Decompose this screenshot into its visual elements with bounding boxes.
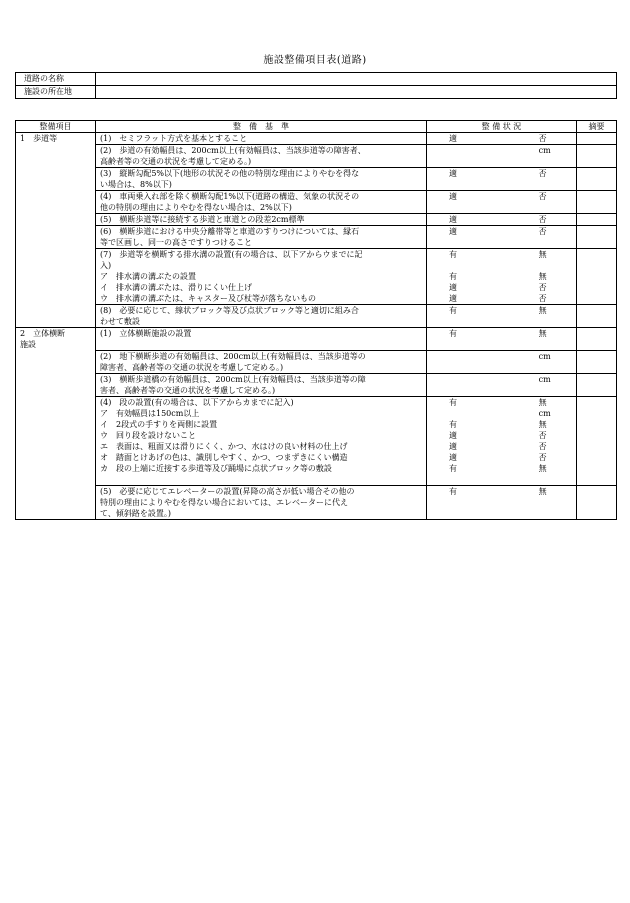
status-option-a[interactable] bbox=[449, 202, 539, 213]
criteria-line: イ 排水溝の溝ぶたは、滑りにくい仕上げ bbox=[100, 283, 252, 292]
criteria-line: (1) セミフラット方式を基本とすること bbox=[100, 134, 248, 143]
criteria-line: 他の特別の理由によりやむを得ない場合は、2%以下) bbox=[100, 203, 292, 212]
info-row bbox=[16, 86, 617, 99]
status-option-a[interactable] bbox=[449, 237, 539, 248]
status-option-b[interactable]: cm bbox=[538, 408, 551, 418]
criteria-line: ウ 回り段を設けないこと bbox=[100, 430, 196, 440]
status-line bbox=[427, 305, 576, 316]
criteria-line: イ 2段式の手すりを両側に設置 bbox=[100, 419, 218, 429]
criteria-line: (7) 歩道等を横断する排水溝の設置(有の場合は、以下アからウまでに記 bbox=[100, 250, 363, 259]
table-row bbox=[16, 226, 617, 249]
criteria-line: ア 排水溝の溝ぶたの設置 bbox=[100, 272, 196, 281]
status-option-b[interactable] bbox=[539, 362, 576, 373]
criteria-line: (2) 地下横断歩道の有効幅員は、200cm以上(有効幅員は、当該歩道等の bbox=[100, 351, 366, 361]
criteria-cell bbox=[96, 485, 427, 519]
criteria-line: カ 段の上端に近接する歩道等及び踊場に点状ブロック等の敷設 bbox=[100, 463, 332, 473]
table-header-row bbox=[16, 121, 617, 133]
status-line bbox=[427, 430, 576, 441]
item-cell bbox=[16, 350, 96, 373]
status-option-a[interactable]: 有 bbox=[449, 306, 457, 315]
criteria-line: (2) 歩道の有効幅員は、200cm以上(有効幅員は、当該歩道等の障害者、 bbox=[100, 146, 366, 155]
status-line bbox=[427, 441, 576, 452]
remarks-cell[interactable] bbox=[577, 396, 617, 485]
criteria-line: ア 有効幅員は150cm以上 bbox=[100, 408, 200, 418]
status-option-b[interactable]: 否 bbox=[538, 441, 547, 451]
criteria-cell bbox=[96, 133, 427, 145]
status-option-a[interactable] bbox=[449, 497, 539, 508]
criteria-cell bbox=[96, 168, 427, 191]
status-option-b[interactable]: 否 bbox=[538, 452, 547, 462]
status-line bbox=[427, 156, 576, 167]
status-option-b[interactable]: 無 bbox=[538, 272, 547, 281]
status-option-b[interactable]: 無 bbox=[538, 397, 547, 407]
header-item: 整備項目 bbox=[16, 121, 96, 133]
item-label: 2 立体横断 bbox=[20, 329, 66, 338]
status-option-b[interactable] bbox=[539, 237, 576, 248]
item-cell bbox=[16, 249, 96, 305]
info-value[interactable] bbox=[96, 86, 617, 99]
status-line bbox=[427, 351, 576, 362]
status-option-b[interactable]: 無 bbox=[538, 250, 547, 259]
remarks-cell[interactable] bbox=[577, 305, 617, 328]
status-option-a[interactable] bbox=[449, 260, 539, 271]
item-cell bbox=[16, 396, 96, 485]
status-option-b[interactable] bbox=[539, 497, 576, 508]
criteria-line: 等で区画し、同一の高さですりつけること bbox=[100, 238, 252, 247]
status-line bbox=[427, 463, 576, 474]
status-option-b[interactable]: 否 bbox=[538, 227, 547, 236]
status-option-a[interactable]: 適 bbox=[449, 169, 457, 178]
item-cell bbox=[16, 328, 96, 351]
status-line bbox=[427, 408, 576, 419]
table-row bbox=[16, 350, 617, 373]
table-row bbox=[16, 485, 617, 519]
item-cell bbox=[16, 305, 96, 328]
table-row bbox=[16, 373, 617, 396]
table-row bbox=[16, 133, 617, 145]
status-line bbox=[427, 362, 576, 373]
item-cell bbox=[16, 168, 96, 191]
status-option-a[interactable] bbox=[449, 374, 539, 385]
criteria-cell bbox=[96, 396, 427, 485]
status-option-a[interactable]: 有 bbox=[449, 329, 457, 338]
status-option-a[interactable] bbox=[449, 508, 539, 519]
table-row bbox=[16, 249, 617, 305]
status-cell[interactable] bbox=[427, 133, 577, 145]
criteria-line: 特別の理由によりやむを得ない場合においては、エレベーターに代え bbox=[100, 497, 348, 507]
status-line bbox=[427, 316, 576, 327]
status-line bbox=[427, 374, 576, 385]
status-cell[interactable] bbox=[427, 485, 577, 519]
status-line bbox=[427, 237, 576, 248]
status-line bbox=[427, 191, 576, 202]
status-option-a[interactable]: 適 bbox=[449, 192, 457, 201]
criteria-line bbox=[96, 474, 426, 485]
status-cell[interactable] bbox=[427, 328, 577, 351]
status-option-a[interactable]: 有 bbox=[449, 272, 457, 281]
status-option-a[interactable]: 有 bbox=[449, 397, 457, 407]
info-value[interactable] bbox=[96, 73, 617, 86]
item-cell bbox=[16, 485, 96, 519]
criteria-line: エ 表面は、粗面又は滑りにくく、かつ、水はけの良い材料の仕上げ bbox=[100, 441, 348, 451]
criteria-line: て、傾斜路を設置。) bbox=[100, 508, 171, 518]
remarks-cell[interactable] bbox=[577, 485, 617, 519]
status-option-b[interactable]: 無 bbox=[538, 329, 547, 338]
status-option-b[interactable]: cm bbox=[538, 351, 551, 361]
item-cell bbox=[16, 191, 96, 214]
status-line bbox=[427, 168, 576, 179]
status-option-b[interactable]: 否 bbox=[538, 430, 547, 440]
criteria-cell bbox=[96, 350, 427, 373]
status-line bbox=[427, 260, 576, 271]
status-option-a[interactable] bbox=[449, 316, 539, 327]
remarks-cell[interactable] bbox=[577, 226, 617, 249]
criteria-line: 害者、高齢者等の交通の状況を考慮して定める。) bbox=[100, 385, 276, 395]
status-cell[interactable] bbox=[427, 305, 577, 328]
status-cell[interactable] bbox=[427, 191, 577, 214]
status-option-a[interactable] bbox=[449, 156, 539, 167]
status-option-a[interactable]: 有 bbox=[449, 463, 457, 473]
status-line bbox=[427, 452, 576, 463]
status-line bbox=[427, 226, 576, 237]
header-status: 整 備 状 況 bbox=[427, 121, 577, 133]
status-option-a[interactable]: 適 bbox=[449, 134, 457, 143]
status-line bbox=[427, 486, 576, 497]
status-line bbox=[427, 214, 576, 225]
remarks-cell[interactable] bbox=[577, 328, 617, 351]
criteria-line: 障害者、高齢者等の交通の状況を考慮して定める。) bbox=[100, 362, 284, 372]
table-row bbox=[16, 145, 617, 168]
status-option-a[interactable]: 適 bbox=[449, 294, 457, 303]
status-line bbox=[427, 397, 576, 408]
status-cell[interactable] bbox=[427, 249, 577, 305]
info-label: 施設の所在地 bbox=[16, 86, 96, 99]
criteria-line: (8) 必要に応じて、線状ブロック等及び点状ブロック等と適切に組み合 bbox=[100, 306, 359, 315]
criteria-line: わせて敷設 bbox=[100, 317, 140, 326]
status-option-b[interactable]: 否 bbox=[538, 294, 547, 303]
status-option-b[interactable]: cm bbox=[538, 374, 551, 384]
remarks-cell[interactable] bbox=[577, 373, 617, 396]
status-line bbox=[427, 145, 576, 156]
status-option-b[interactable]: 無 bbox=[538, 486, 547, 496]
status-option-b[interactable] bbox=[539, 179, 576, 190]
item-cell bbox=[16, 226, 96, 249]
status-line bbox=[427, 508, 576, 519]
status-option-a[interactable]: 適 bbox=[449, 452, 457, 462]
status-option-a[interactable]: 適 bbox=[449, 283, 457, 292]
criteria-line: オ 踏面とけあげの色は、識別しやすく、かつ、つまずきにくい構造 bbox=[100, 452, 348, 462]
status-line bbox=[427, 179, 576, 190]
status-option-b[interactable] bbox=[539, 202, 576, 213]
criteria-line: (5) 必要に応じてエレベーターの設置(昇降の高さが低い場合その他の bbox=[100, 486, 355, 496]
criteria-line: (4) 段の設置(有の場合は、以下アからカまでに記入) bbox=[100, 397, 294, 407]
status-option-a[interactable] bbox=[449, 408, 539, 419]
status-option-b[interactable]: 否 bbox=[538, 215, 547, 224]
status-option-a[interactable]: 適 bbox=[449, 430, 457, 440]
status-line bbox=[427, 293, 576, 304]
remarks-cell[interactable] bbox=[577, 168, 617, 191]
status-option-b[interactable] bbox=[539, 316, 576, 327]
criteria-cell bbox=[96, 373, 427, 396]
status-option-a[interactable] bbox=[449, 179, 539, 190]
status-line bbox=[427, 474, 576, 485]
status-cell[interactable] bbox=[427, 214, 577, 226]
criteria-cell bbox=[96, 305, 427, 328]
status-line bbox=[427, 385, 576, 396]
criteria-line: 入) bbox=[100, 261, 112, 270]
status-option-a[interactable] bbox=[449, 474, 539, 485]
item-cell bbox=[16, 145, 96, 168]
status-line bbox=[427, 419, 576, 430]
status-option-a[interactable]: 適 bbox=[449, 227, 457, 236]
page-title: 施設整備項目表(道路) bbox=[263, 55, 367, 66]
info-label: 道路の名称 bbox=[16, 73, 96, 86]
status-line bbox=[427, 497, 576, 508]
status-option-a[interactable] bbox=[449, 351, 539, 362]
remarks-cell[interactable] bbox=[577, 133, 617, 145]
table-row bbox=[16, 305, 617, 328]
remarks-cell[interactable] bbox=[577, 145, 617, 168]
header-remarks: 摘要 bbox=[577, 121, 617, 133]
table-row bbox=[16, 214, 617, 226]
status-line bbox=[427, 133, 576, 144]
status-line bbox=[427, 249, 576, 260]
status-option-a[interactable] bbox=[449, 145, 539, 156]
status-option-b[interactable]: 否 bbox=[538, 192, 547, 201]
info-row bbox=[16, 73, 617, 86]
facility-info-table bbox=[15, 72, 617, 99]
status-option-b[interactable] bbox=[539, 156, 576, 167]
criteria-cell bbox=[96, 145, 427, 168]
status-option-a[interactable]: 有 bbox=[449, 486, 457, 496]
status-option-b[interactable]: cm bbox=[538, 146, 551, 155]
status-option-b[interactable]: 無 bbox=[538, 306, 547, 315]
status-cell[interactable] bbox=[427, 396, 577, 485]
criteria-line: (1) 立体横断施設の設置 bbox=[100, 329, 192, 338]
status-cell[interactable] bbox=[427, 145, 577, 168]
criteria-line: (6) 横断歩道における中央分離帯等と車道のすりつけについては、縁石 bbox=[100, 227, 360, 236]
status-option-a[interactable]: 有 bbox=[449, 250, 457, 259]
criteria-cell bbox=[96, 328, 427, 351]
criteria-cell bbox=[96, 214, 427, 226]
item-cell bbox=[16, 373, 96, 396]
status-cell[interactable] bbox=[427, 168, 577, 191]
criteria-line: (4) 車両乗入れ部を除く横断勾配1%以下(道路の構造、気象の状況その bbox=[100, 192, 360, 201]
remarks-cell[interactable] bbox=[577, 191, 617, 214]
item-cell bbox=[16, 214, 96, 226]
status-line bbox=[427, 328, 576, 339]
status-cell[interactable] bbox=[427, 350, 577, 373]
criteria-line: (3) 横断歩道橋の有効幅員は、200cm以上(有効幅員は、当該歩道等の障 bbox=[100, 374, 366, 384]
status-option-b[interactable] bbox=[539, 508, 576, 519]
status-option-b[interactable]: 否 bbox=[538, 134, 547, 143]
table-row bbox=[16, 168, 617, 191]
remarks-cell[interactable] bbox=[577, 350, 617, 373]
status-option-b[interactable] bbox=[539, 474, 576, 485]
criteria-line: 高齢者等の交通の状況を考慮して定める。) bbox=[100, 157, 252, 166]
status-option-a[interactable]: 適 bbox=[449, 441, 457, 451]
criteria-line: (5) 横断歩道等に接続する歩道と車道との段差2cm標準 bbox=[100, 215, 305, 224]
status-line bbox=[427, 202, 576, 213]
table-row bbox=[16, 328, 617, 351]
status-option-b[interactable]: 無 bbox=[538, 419, 547, 429]
status-option-a[interactable] bbox=[449, 362, 539, 373]
criteria-line: い場合は、8%以下) bbox=[100, 180, 172, 189]
status-option-a[interactable] bbox=[449, 385, 539, 396]
table-row bbox=[16, 191, 617, 214]
status-cell[interactable] bbox=[427, 373, 577, 396]
criteria-cell bbox=[96, 226, 427, 249]
status-line bbox=[427, 282, 576, 293]
remarks-cell[interactable] bbox=[577, 249, 617, 305]
status-line bbox=[427, 271, 576, 282]
table-row bbox=[16, 396, 617, 485]
status-option-b[interactable]: 否 bbox=[538, 169, 547, 178]
criteria-cell bbox=[96, 249, 427, 305]
status-option-b[interactable]: 無 bbox=[538, 463, 547, 473]
item-label: 施設 bbox=[20, 340, 36, 349]
remarks-cell[interactable] bbox=[577, 214, 617, 226]
status-option-a[interactable]: 適 bbox=[449, 215, 457, 224]
item-label: 1 歩道等 bbox=[20, 134, 58, 143]
criteria-cell bbox=[96, 191, 427, 214]
header-criteria: 整 備 基 準 bbox=[96, 121, 427, 133]
criteria-line: (3) 縦断勾配5%以下(地形の状況その他の特別な理由によりやむを得な bbox=[100, 169, 360, 178]
item-cell bbox=[16, 133, 96, 145]
status-cell[interactable] bbox=[427, 226, 577, 249]
status-option-b[interactable]: 否 bbox=[538, 283, 547, 292]
status-option-b[interactable] bbox=[539, 385, 576, 396]
status-option-a[interactable]: 有 bbox=[449, 419, 457, 429]
status-option-b[interactable] bbox=[539, 260, 576, 271]
facility-items-table bbox=[15, 120, 617, 520]
criteria-line: ウ 排水溝の溝ぶたは、キャスター及び杖等が落ちないもの bbox=[100, 294, 316, 303]
